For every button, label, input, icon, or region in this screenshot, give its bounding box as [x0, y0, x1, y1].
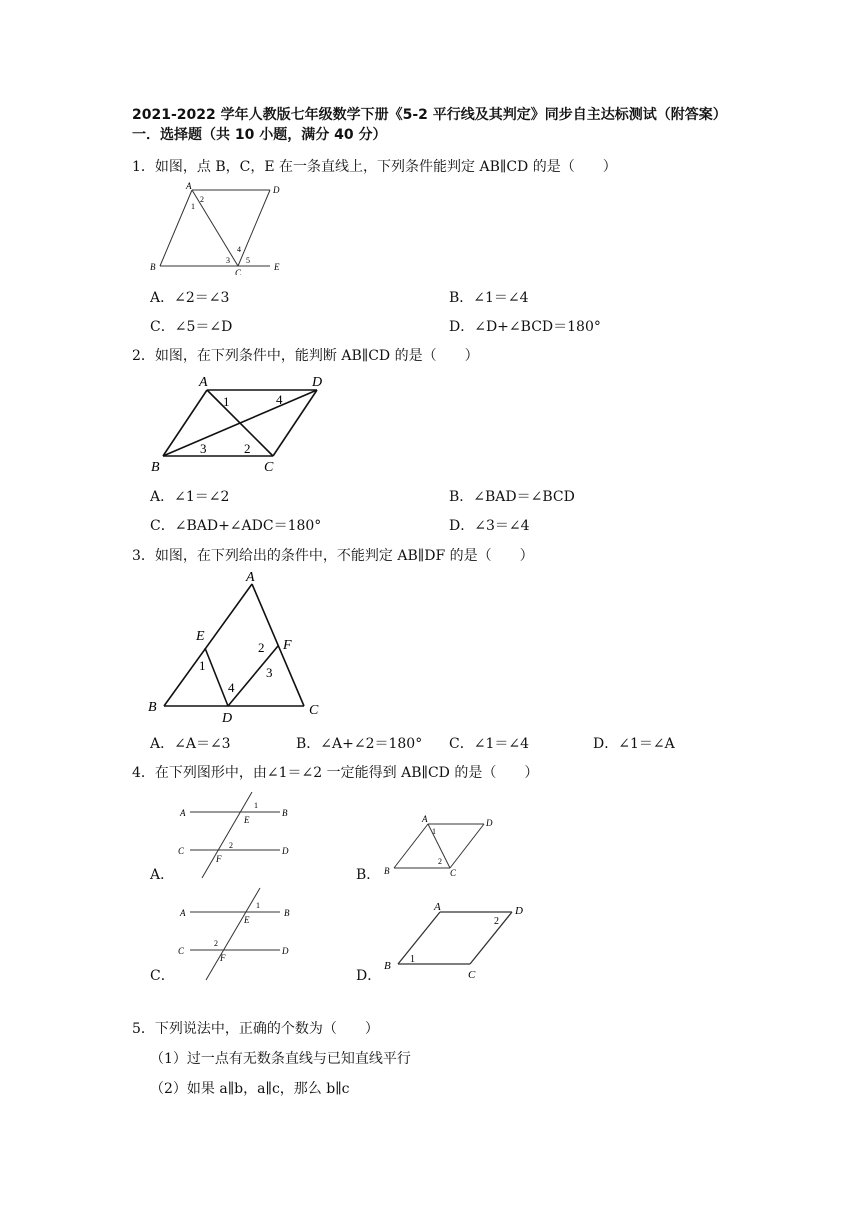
- q1-option-d: D．∠D+∠BCD＝180°: [449, 319, 601, 335]
- q3-label-d: D: [222, 711, 233, 726]
- q1-angle-3: 3: [226, 256, 230, 265]
- q1-option-a: A．∠2＝∠3: [150, 290, 230, 306]
- q3-angle-1: 1: [199, 658, 206, 673]
- q1-label-b: B: [150, 262, 156, 272]
- q3-angle-4: 4: [228, 680, 235, 695]
- q4d-label-c: C: [468, 969, 476, 981]
- q4b-angle-2: 2: [438, 857, 442, 866]
- question-1-stem: 1．如图，点 B，C，E 在一条直线上，下列条件能判定 AB∥CD 的是（ ）: [132, 159, 617, 175]
- q4-option-d-letter: D．: [356, 968, 382, 984]
- q3-option-c: C．∠1＝∠4: [449, 736, 529, 752]
- q4a-label-f: F: [216, 854, 222, 864]
- q4c-label-c: C: [178, 946, 185, 956]
- q4a-label-a: A: [180, 808, 186, 818]
- q2-angle-1: 1: [223, 394, 230, 409]
- q2-label-d: D: [312, 375, 323, 390]
- q4b-angle-1: 1: [432, 827, 436, 836]
- q5-item-2: （2）如果 a∥b，a∥c，那么 b∥c: [150, 1081, 350, 1097]
- q4a-label-b: B: [282, 808, 288, 818]
- q4c-label-e: E: [244, 915, 250, 925]
- q3-label-a: A: [246, 570, 255, 585]
- q4a-label-e: E: [244, 815, 250, 825]
- question-2-figure: [145, 372, 335, 477]
- q3-angle-3: 3: [266, 665, 273, 680]
- q3-option-d: D．∠1＝∠A: [593, 736, 675, 752]
- q2-option-b: B．∠BAD＝∠BCD: [449, 489, 575, 505]
- q4-option-a-letter: A．: [150, 867, 175, 883]
- q5-item-1: （1）过一点有无数条直线与已知直线平行: [150, 1051, 411, 1067]
- document-title: 2021-2022 学年人教版七年级数学下册《5-2 平行线及其判定》同步自主达标测试（附答案）: [132, 107, 727, 123]
- question-1-figure: [140, 180, 300, 275]
- question-3-stem: 3．如图，在下列给出的条件中，不能判定 AB∥DF 的是（ ）: [132, 548, 534, 564]
- q2-angle-4: 4: [276, 392, 283, 407]
- q1-label-c: C: [235, 268, 242, 275]
- q2-option-d: D．∠3＝∠4: [449, 518, 530, 534]
- q4-figure-b: [380, 812, 530, 882]
- q3-label-e: E: [196, 629, 205, 644]
- q2-option-c: C．∠BAD+∠ADC＝180°: [150, 518, 322, 534]
- q4d-angle-2: 2: [494, 916, 499, 927]
- question-2-stem: 2．如图，在下列条件中，能判断 AB∥CD 的是（ ）: [132, 348, 479, 364]
- q3-label-f: F: [283, 638, 292, 653]
- q4b-label-a: A: [422, 814, 428, 824]
- q4-option-c-letter: C．: [150, 968, 175, 984]
- q1-angle-1: 1: [191, 202, 195, 211]
- q3-option-b: B．∠A+∠2＝180°: [296, 736, 423, 752]
- q4a-angle-1: 1: [254, 801, 258, 810]
- q4a-label-c: C: [178, 846, 185, 856]
- q1-angle-5: 5: [246, 256, 250, 265]
- q4c-label-a: A: [180, 908, 186, 918]
- q3-option-a: A．∠A＝∠3: [150, 736, 231, 752]
- q2-label-b: B: [151, 460, 160, 475]
- q3-angle-2: 2: [258, 640, 265, 655]
- q2-angle-3: 3: [200, 441, 207, 456]
- q3-label-c: C: [309, 703, 319, 718]
- q1-option-b: B．∠1＝∠4: [449, 290, 529, 306]
- q2-angle-2: 2: [244, 441, 251, 456]
- q3-label-b: B: [148, 700, 157, 715]
- q4c-angle-1: 1: [256, 901, 260, 910]
- q2-label-c: C: [264, 460, 274, 475]
- q4b-label-d: D: [486, 818, 493, 828]
- q4c-angle-2: 2: [214, 939, 218, 948]
- q1-angle-4: 4: [237, 245, 241, 254]
- q1-option-c: C．∠5＝∠D: [150, 319, 233, 335]
- q4a-label-d: D: [282, 846, 289, 856]
- q4-figure-c: [172, 886, 302, 981]
- q4c-label-b: B: [284, 908, 290, 918]
- q4b-label-c: C: [450, 868, 457, 878]
- q4a-angle-2: 2: [229, 841, 233, 850]
- q4d-angle-1: 1: [410, 954, 415, 965]
- q4-option-b-letter: B．: [356, 867, 381, 883]
- question-5-stem: 5．下列说法中，正确的个数为（ ）: [132, 1021, 379, 1037]
- question-4-stem: 4．在下列图形中，由∠1＝∠2 一定能得到 AB∥CD 的是（ ）: [132, 765, 539, 781]
- q4c-label-d: D: [282, 946, 289, 956]
- q4b-label-b: B: [384, 866, 390, 876]
- q4c-label-f: F: [220, 953, 226, 963]
- q1-label-e: E: [274, 262, 280, 272]
- q2-option-a: A．∠1＝∠2: [150, 489, 230, 505]
- q1-label-a: A: [186, 181, 192, 191]
- q4d-label-b: B: [384, 960, 391, 972]
- q2-label-a: A: [199, 375, 208, 390]
- q4-figure-a: [172, 792, 302, 882]
- q4d-label-d: D: [515, 905, 523, 917]
- q1-angle-2: 2: [200, 195, 204, 204]
- q1-label-d: D: [273, 185, 280, 195]
- q4-figure-d: [380, 896, 540, 986]
- question-3-figure: [140, 568, 340, 728]
- section-heading: 一．选择题（共 10 小题，满分 40 分）: [132, 127, 387, 143]
- q4d-label-a: A: [434, 901, 441, 913]
